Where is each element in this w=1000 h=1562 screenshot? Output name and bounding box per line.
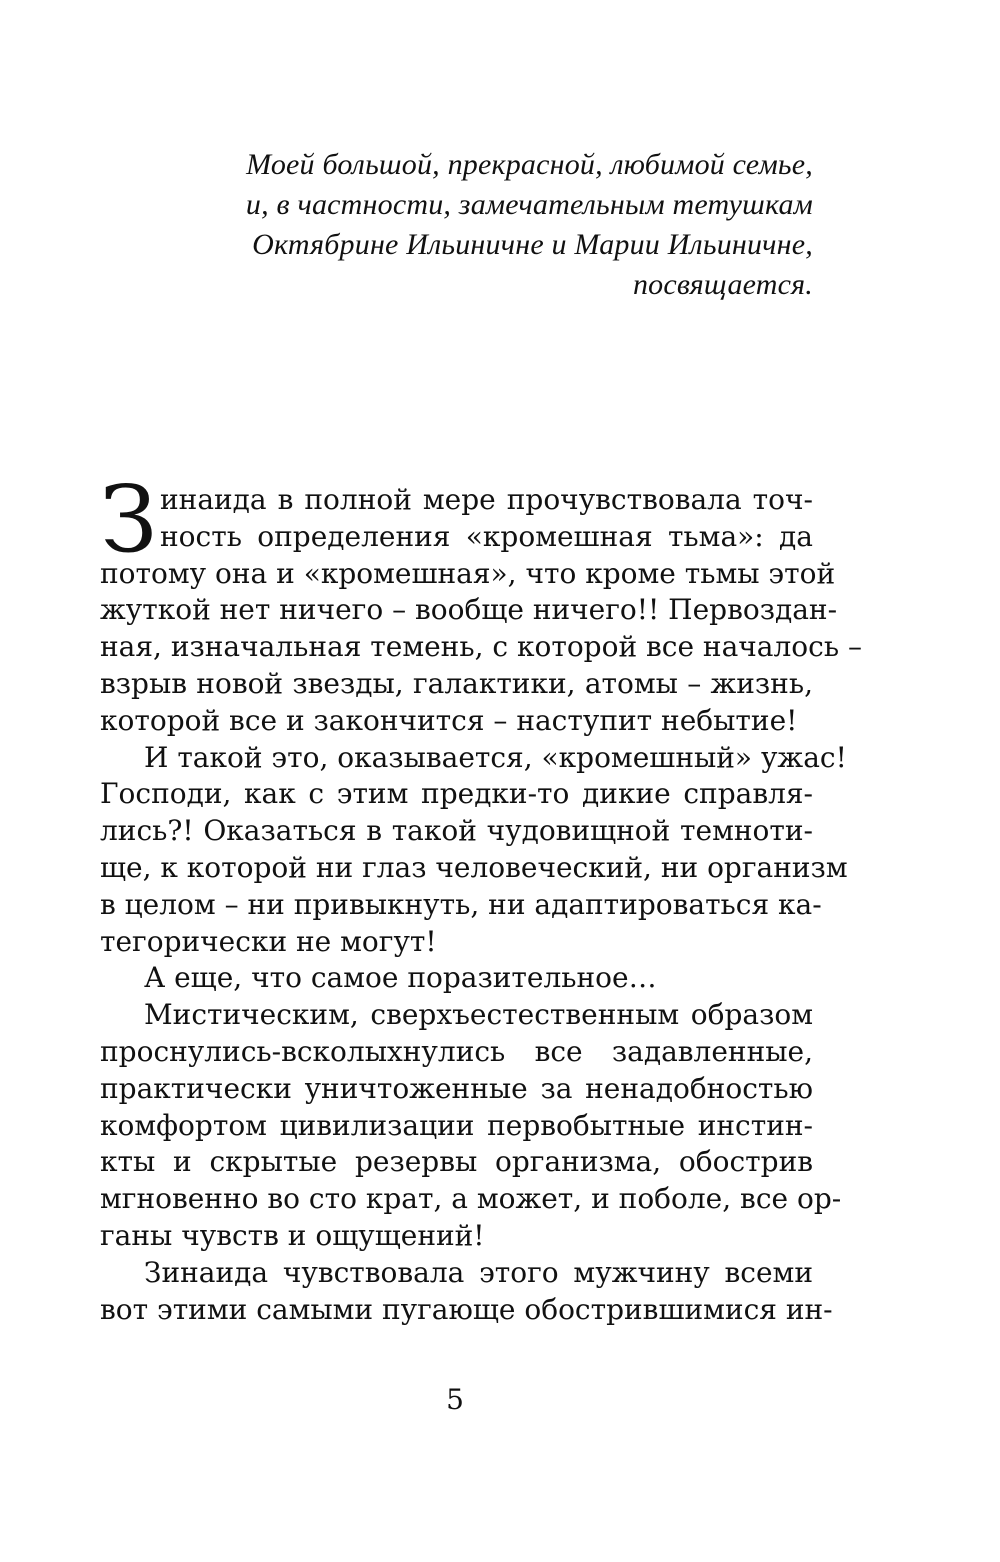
text-line: проснулись-всколыхнулись все задавленные, xyxy=(100,1034,813,1068)
text-line: мгновенно во сто крат, а может, и поболе, все ор- xyxy=(100,1182,842,1216)
text-line: ще, к которой ни глаз человеческий, ни организм xyxy=(100,850,848,884)
text-line: Мистическим, сверхъестественным образом xyxy=(144,998,813,1032)
paragraph xyxy=(100,1255,833,1329)
text-line: комфортом цивилизации первобытные инстин- xyxy=(100,1108,813,1142)
text-line: Господи, как с этим предки-то дикие справля- xyxy=(100,777,813,811)
text-line: А еще, что самое поразительное… xyxy=(144,961,657,995)
text-line: ная, изначальная темень, с которой все началось – xyxy=(100,630,862,664)
text-line: ганы чувств и ощущений! xyxy=(100,1218,485,1252)
text-line: вот этими самыми пугающе обострившимися ин- xyxy=(100,1292,833,1326)
text-line: И такой это, оказывается, «кромешный» ужас! xyxy=(144,740,847,774)
text-line: инаида в полной мере прочувствовала точ- xyxy=(160,483,813,516)
text-line: жуткой нет ничего – вообще ничего!! Первоздан- xyxy=(100,593,838,627)
drop-cap: З xyxy=(100,466,158,573)
paragraph xyxy=(100,466,862,740)
page-number: 5 xyxy=(446,1383,464,1416)
text-line: кты и скрытые резервы организма, обострив xyxy=(100,1145,813,1179)
paragraph xyxy=(100,740,848,961)
dedication-line: Октябрине Ильиничне и Марии Ильиничне, xyxy=(252,228,813,261)
dedication xyxy=(170,145,813,305)
text-line: потому она и «кромешная», что кроме тьмы этой xyxy=(100,556,836,590)
text-line: в целом – ни привыкнуть, ни адаптироваться ка- xyxy=(100,887,822,921)
text-line: которой все и закончится – наступит небытие! xyxy=(100,703,798,737)
text-line: Зинаида чувствовала этого мужчину всеми xyxy=(144,1255,813,1289)
text-line: взрыв новой звезды, галактики, атомы – жизнь, xyxy=(100,666,813,700)
paragraph xyxy=(100,960,813,997)
paragraph xyxy=(100,997,842,1255)
dedication-line: и, в частности, замечательным тетушкам xyxy=(245,188,813,221)
dedication-line: посвящается. xyxy=(632,268,813,301)
text-line: практически уничтоженные за ненадобностью xyxy=(100,1071,813,1105)
body-text xyxy=(100,466,862,1328)
text-line: тегорически не могут! xyxy=(100,924,437,958)
text-line: лись?! Оказаться в такой чудовищной темноти- xyxy=(100,814,813,848)
dedication-line: Моей большой, прекрасной, любимой семье, xyxy=(246,148,813,181)
text-line: ность определения «кромешная тьма»: да xyxy=(160,519,813,553)
